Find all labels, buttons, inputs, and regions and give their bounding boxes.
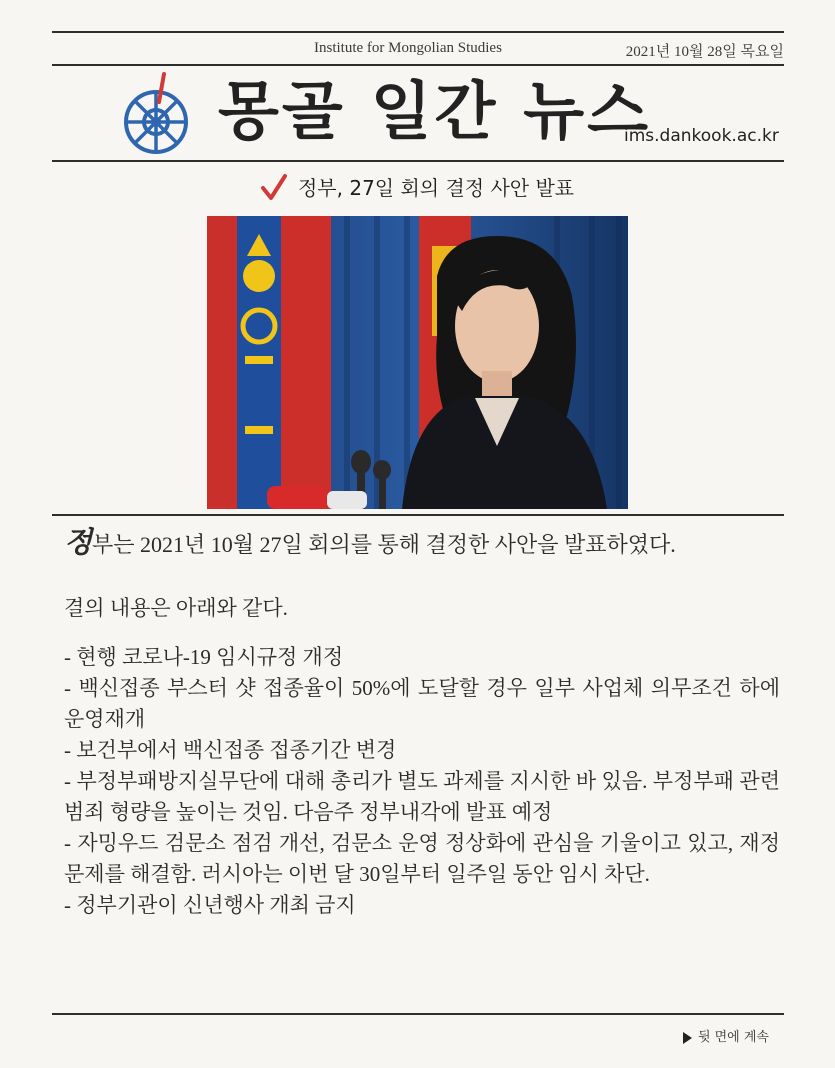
play-arrow-icon xyxy=(683,1032,692,1044)
article-intro: 결의 내용은 아래와 같다. xyxy=(64,596,288,620)
decision-item: - 보건부에서 백신접종 접종기간 변경 xyxy=(64,738,397,762)
decision-item: - 자밍우드 검문소 점검 개선, 검문소 운영 정상화에 관심을 기울이고 있고, 재정 문제를 해결함. 러시아는 이번 달 30일부터 일주일 동안 임시 차단. xyxy=(64,831,780,886)
continue-label: 뒷 면에 계속 xyxy=(697,1030,769,1045)
headline-row xyxy=(0,172,835,201)
article-lead xyxy=(64,528,780,560)
footer-rule xyxy=(52,1013,784,1015)
header-rule xyxy=(52,64,784,66)
continue-note xyxy=(683,1026,769,1045)
decision-item: - 백신접종 부스터 샷 접종율이 50%에 도달할 경우 일부 사업체 의무조건 하에 운영재개 xyxy=(64,676,780,731)
issue-date: 2021년 10월 28일 목요일 xyxy=(625,44,784,60)
institute-name: Institute for Mongolian Studies xyxy=(314,40,502,56)
decision-item: - 부정부패방지실무단에 대해 총리가 별도 과제를 지시한 바 있음. 부정부패 관련 범죄 형량을 높이는 것임. 다음주 정부내각에 발표 예정 xyxy=(64,769,780,824)
masthead-title: 몽골 일간 뉴스 xyxy=(218,75,652,148)
top-rule xyxy=(52,31,784,33)
article-body xyxy=(64,528,780,921)
checkmark-icon xyxy=(261,173,287,201)
spokesperson-photo xyxy=(207,216,628,509)
decision-item: - 현행 코로나-19 임시규정 개정 xyxy=(64,645,344,669)
article-headline: 정부, 27일 회의 결정 사안 발표 xyxy=(297,176,575,200)
site-url: ims.dankook.ac.kr xyxy=(624,126,779,146)
decision-list xyxy=(64,642,780,921)
photo-rule xyxy=(52,514,784,516)
wheel-logo-icon xyxy=(120,72,194,160)
decision-item: - 정부기관이 신년행사 개최 금지 xyxy=(64,893,356,917)
masthead-rule xyxy=(52,160,784,162)
drop-cap: 정 xyxy=(64,527,93,559)
header-meta xyxy=(52,36,784,60)
lead-text: 부는 2021년 10월 27일 회의를 통해 결정한 사안을 발표하였다. xyxy=(92,532,676,557)
photo-illustration xyxy=(207,216,628,509)
